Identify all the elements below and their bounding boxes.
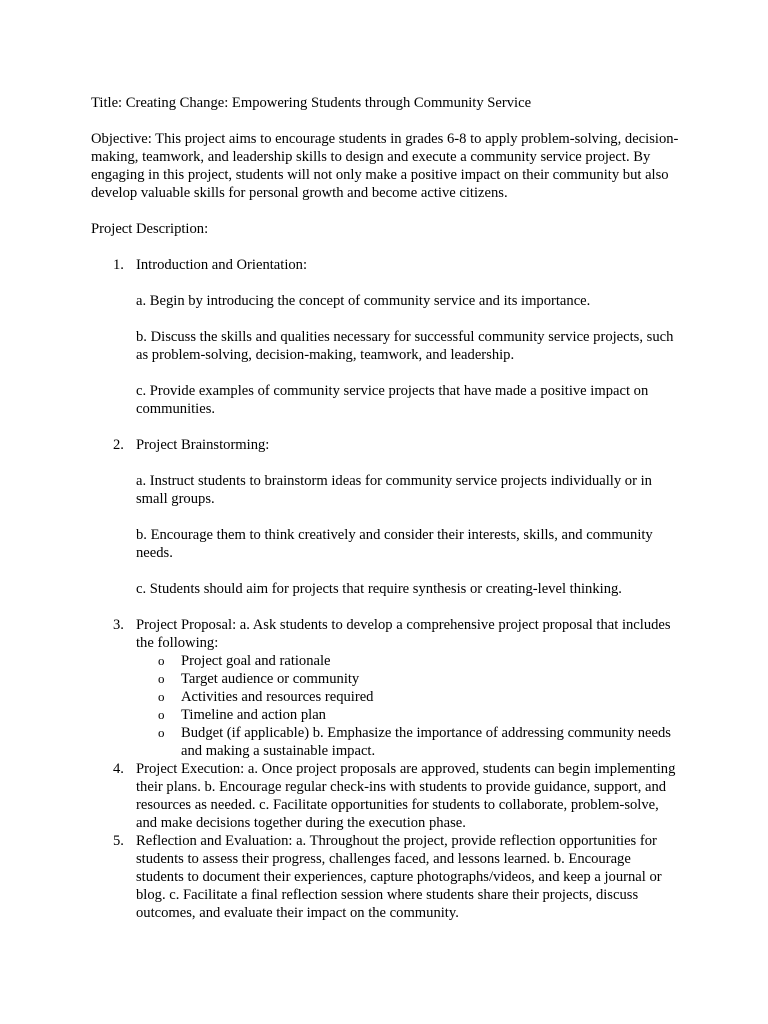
list-number: 4. — [113, 761, 124, 777]
list-number: 1. — [113, 257, 124, 273]
document-title: Title: Creating Change: Empowering Students through Community Service — [91, 95, 532, 111]
sub-paragraph: a. Instruct students to brainstorm ideas for community service projects individually or in small groups. — [136, 473, 652, 507]
bullet-text: Budget (if applicable) b. Emphasize the importance of addressing community needs and making a sustainable impact. — [181, 725, 671, 759]
sub-paragraph: c. Students should aim for projects that require synthesis or creating-level thinking. — [136, 581, 622, 597]
bullet-marker: o — [158, 689, 165, 704]
list-number: 3. — [113, 617, 124, 633]
bullet-item — [136, 724, 681, 760]
item-text: Project Proposal: a. Ask students to develop a comprehensive project proposal that includes the following: — [136, 617, 671, 651]
list-item-reflection — [91, 832, 681, 922]
project-steps-list — [91, 256, 681, 922]
bullet-marker: o — [158, 725, 165, 740]
sub-paragraph: c. Provide examples of community service projects that have made a positive impact on communities. — [136, 383, 649, 417]
bullet-item — [136, 688, 681, 706]
project-description-heading: Project Description: — [91, 221, 209, 237]
list-item-execution — [91, 760, 681, 832]
bullet-text: Timeline and action plan — [181, 707, 326, 723]
bullet-text: Activities and resources required — [181, 689, 374, 705]
bullet-item — [136, 652, 681, 670]
document-body — [91, 94, 681, 922]
sub-paragraph: b. Encourage them to think creatively and consider their interests, skills, and community needs. — [136, 527, 653, 561]
bullet-text: Target audience or community — [181, 671, 360, 687]
list-item-proposal — [91, 616, 681, 760]
sub-paragraph: b. Discuss the skills and qualities necessary for successful community service projects, such as problem-solving, decision-making, teamwork, and leadership. — [136, 329, 674, 363]
item-heading: Introduction and Orientation: — [136, 257, 308, 273]
sub-paragraph: a. Begin by introducing the concept of community service and its importance. — [136, 293, 591, 309]
item-heading: Project Brainstorming: — [136, 437, 270, 453]
list-number: 2. — [113, 437, 124, 453]
list-item-introduction — [91, 256, 681, 418]
bullet-marker: o — [158, 671, 165, 686]
bullet-marker: o — [158, 653, 165, 668]
item-text: Project Execution: a. Once project proposals are approved, students can begin implementing their plans. b. Encourage regular check-ins with students to provide guidance, support, and resources as needed. c. Facilitate opportunities for students to collaborate, problem-solve, and make decisions together during the execution phase. — [136, 761, 676, 831]
bullet-item — [136, 706, 681, 724]
bullet-marker: o — [158, 707, 165, 722]
bullet-item — [136, 670, 681, 688]
list-number: 5. — [113, 833, 124, 849]
proposal-bullet-list — [136, 652, 681, 760]
objective-paragraph: Objective: This project aims to encourage students in grades 6-8 to apply problem-solving, decision-making, teamwork, and leadership skills to design and execute a community service project. By engaging in this project, students will not only make a positive impact on their community but also develop valuable skills for personal growth and become active citizens. — [91, 131, 679, 201]
bullet-text: Project goal and rationale — [181, 653, 331, 669]
item-text: Reflection and Evaluation: a. Throughout the project, provide reflection opportunities for students to assess their progress, challenges faced, and lessons learned. b. Encourage students to document their experiences, capture photographs/videos, and keep a journal or blog. c. Facilitate a final reflection session where students share their projects, discuss outcomes, and evaluate their impact on the community. — [136, 833, 662, 921]
list-item-brainstorming — [91, 436, 681, 598]
